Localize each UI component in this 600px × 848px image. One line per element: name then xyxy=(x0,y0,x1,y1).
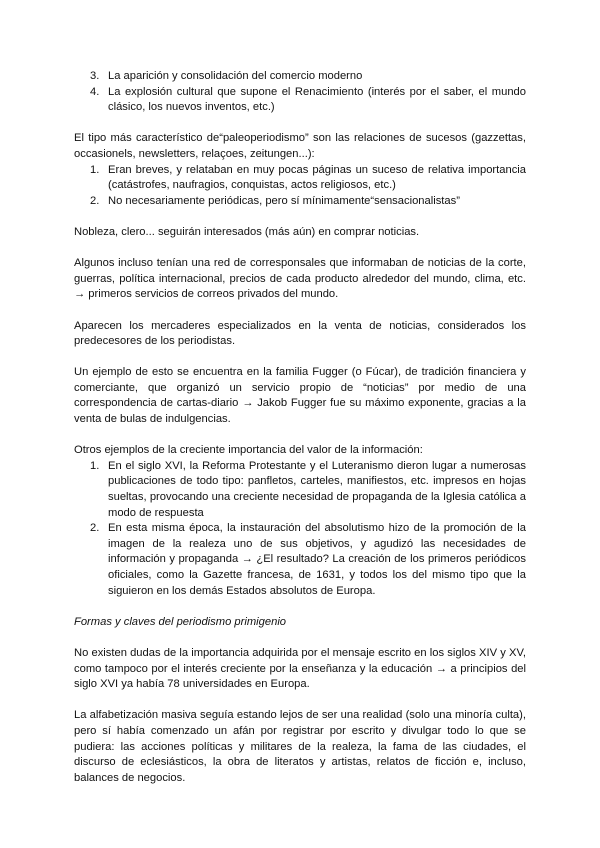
paragraph-corresponsales: Algunos incluso tenían una red de corresponsales que informaban de noticias de la corte, guerras, política internacional, precios de cada producto alrededor del mundo, clima, etc. → primeros servicios de correos privados del mundo. xyxy=(74,257,526,301)
list-number: 4. xyxy=(90,85,100,98)
list-number: 2. xyxy=(90,194,100,207)
document-page xyxy=(74,69,526,786)
paragraph-otros-ejemplos: Otros ejemplos de la creciente importancia del valor de la información: xyxy=(74,444,423,457)
list-otros-ejemplos xyxy=(74,459,526,599)
list-number: 1. xyxy=(90,459,100,472)
list-number: 2. xyxy=(90,522,100,535)
list-item xyxy=(74,194,526,210)
section-heading: Formas y claves del periodismo primigenio xyxy=(74,615,287,628)
list-item-text: En el siglo XVI, la Reforma Protestante y el Luteranismo dieron lugar a numerosas publicaciones de todo tipo: panfletos, carteles, manifiestos, etc. impresos en hojas sueltas, provocando una creciente necesidad de propaganda de la Iglesia católica a modo de respuesta xyxy=(108,459,526,519)
list-item-text: La aparición y consolidación del comercio moderno xyxy=(108,70,363,82)
paragraph-nobleza: Nobleza, clero... seguirán interesados (más aún) en comprar noticias. xyxy=(74,225,420,238)
list-item xyxy=(74,521,526,599)
list-item-text: No necesariamente periódicas, pero sí mínimamente“sensacionalistas” xyxy=(108,194,460,207)
paragraph-alfabetizacion: La alfabetización masiva seguía estando lejos de ser una realidad (solo una minoría culta), pero sí había comenzado un afán por registrar por escrito y divulgar todo lo que se pudiera: las acciones políticas y militares de la realeza, la fama de las ciudades, el discurso de eclesiásticos, la obra de literatos y artistas, relatos de ficción e, incluso, balances de negocios. xyxy=(74,709,526,784)
list-item xyxy=(74,163,526,194)
list-causes xyxy=(74,69,526,116)
list-item xyxy=(74,85,526,116)
paragraph-mercaderes: Aparecen los mercaderes especializados en la venta de noticias, considerados los predecesores de los periodistas. xyxy=(74,319,526,348)
paragraph-fugger: Un ejemplo de esto se encuentra en la familia Fugger (o Fúcar), de tradición financiera y comerciante, que organizó un servicio propio de “noticias” por medio de una correspondencia de cartas-diario → Jakob Fugger fue su máximo exponente, gracias a la venta de bulas de indulgencias. xyxy=(74,366,526,426)
list-item-text: En esta misma época, la instauración del absolutismo hizo de la promoción de la imagen de la realeza uno de sus objetivos, y agudizó las necesidades de información y propaganda → ¿El resultado? La creación de los primeros periódicos oficiales, como la Gazette francesa, de 1631, y todos los del mismo tipo que la siguieron en los demás Estados absolutos de Europa. xyxy=(108,522,526,597)
list-item-text: La explosión cultural que supone el Renacimiento (interés por el saber, el mundo clásico, los nuevos inventos, etc.) xyxy=(108,85,526,114)
list-number: 1. xyxy=(90,163,100,176)
list-item xyxy=(74,69,526,85)
list-relaciones-sucesos xyxy=(74,163,526,210)
paragraph-paleoperiodismo: El tipo más característico de“paleoperiodismo” son las relaciones de sucesos (gazzettas, occasionels, newsletters, relaçoes, zeitungen...): xyxy=(74,132,526,160)
list-item-text: Eran breves, y relataban en muy pocas páginas un suceso de relativa importancia (catástrofes, naufragios, conquistas, actos religiosos, etc.) xyxy=(108,163,526,192)
list-item xyxy=(74,459,526,521)
list-number: 3. xyxy=(90,70,100,82)
paragraph-siglos: No existen dudas de la importancia adquirida por el mensaje escrito en los siglos XIV y XV, como tampoco por el interés creciente por la enseñanza y la educación → a principios del siglo XVI ya había 78 universidades en Europa. xyxy=(74,646,526,691)
